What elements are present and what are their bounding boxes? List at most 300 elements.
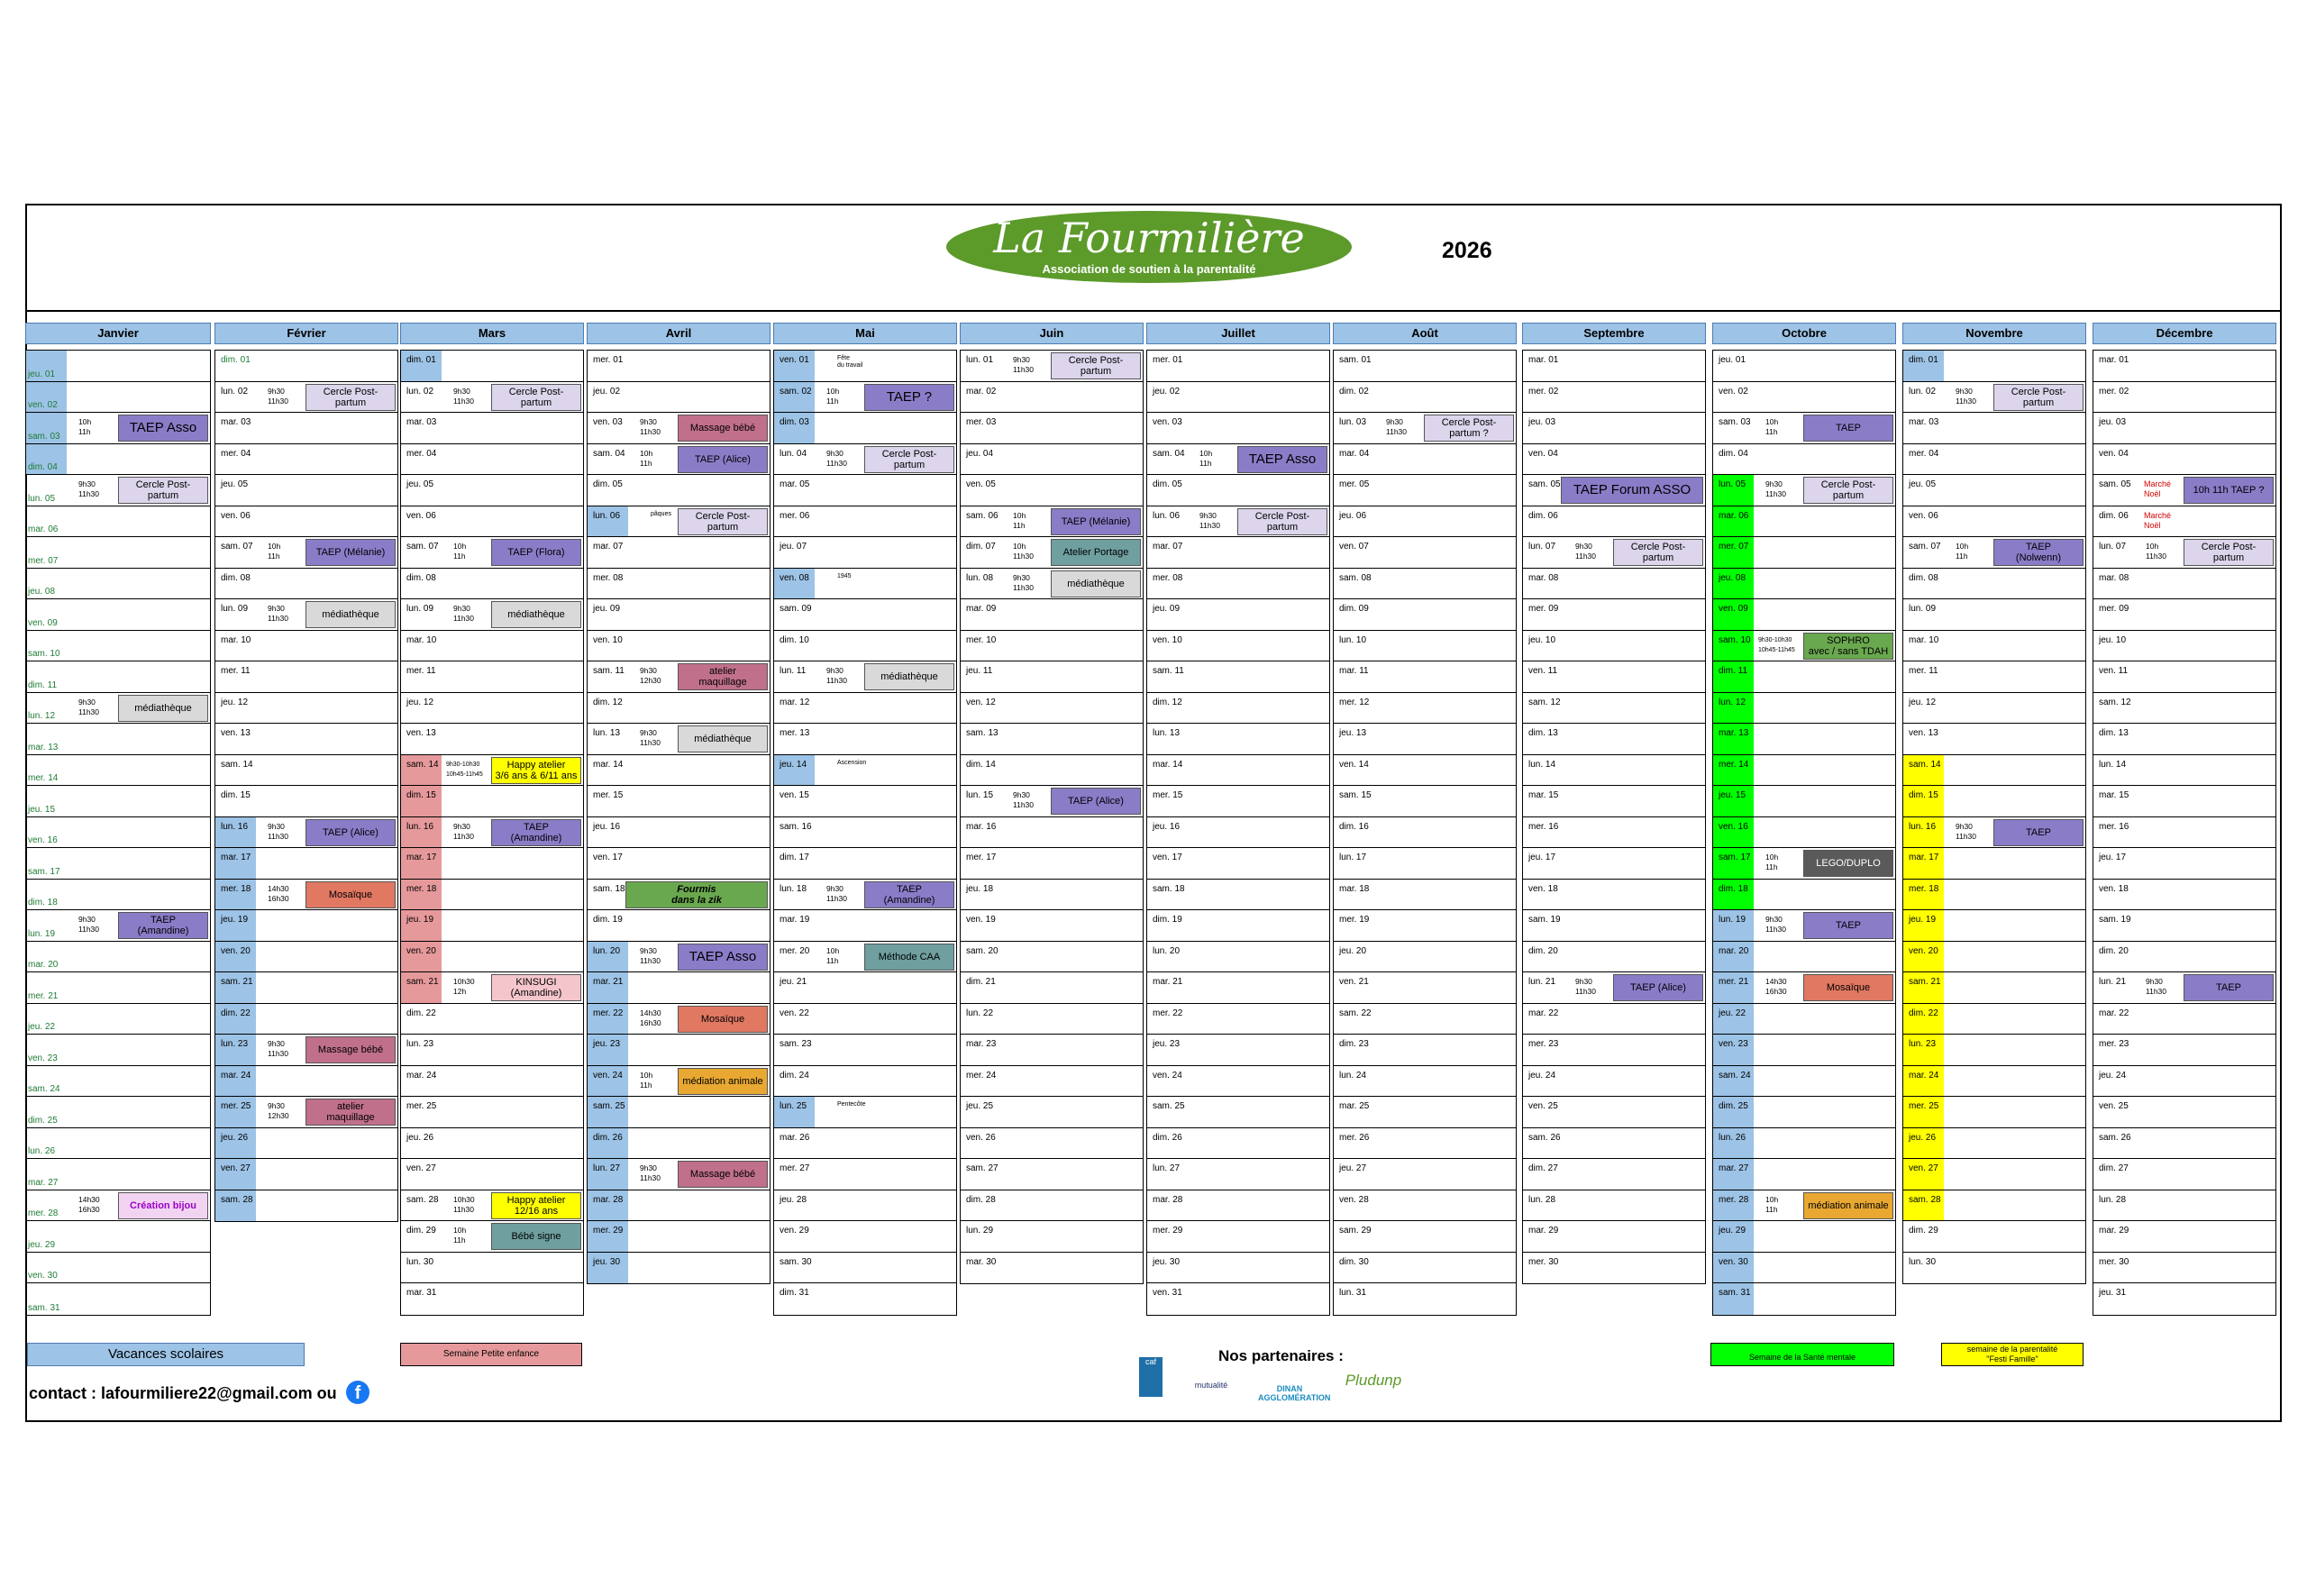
month-2 (400, 323, 584, 1316)
day-label: ven. 10 (593, 634, 623, 645)
day-row (215, 351, 397, 382)
day-row (588, 1128, 770, 1160)
month-header: Août (1333, 323, 1517, 344)
day-label: dim. 26 (593, 1132, 623, 1143)
day-row (1713, 475, 1895, 506)
event-block[interactable]: Cercle Post- partum (491, 384, 581, 411)
day-label: lun. 20 (593, 945, 621, 956)
day-label: jeu. 22 (1719, 1008, 1746, 1018)
day-label: jeu. 26 (221, 1132, 249, 1143)
event-block[interactable]: atelier maquillage (305, 1099, 396, 1126)
day-label: ven. 17 (1153, 853, 1182, 862)
day-row (26, 475, 210, 506)
day-label: mer. 29 (593, 1226, 624, 1236)
day-row (588, 599, 770, 631)
day-row (588, 755, 770, 787)
day-label: mer. 15 (1153, 790, 1183, 800)
day-row (1903, 506, 2085, 538)
event-time: 9h30 12h30 (640, 666, 661, 685)
day-row (774, 786, 956, 817)
day-label: dim. 28 (966, 1194, 996, 1205)
day-label: sam. 07 (406, 542, 439, 552)
day-label: sam. 10 (28, 649, 60, 659)
event-block[interactable]: Cercle Post- partum (864, 446, 954, 473)
event-time: 9h30 11h30 (640, 417, 661, 436)
event-time: 14h30 16h30 (78, 1194, 100, 1214)
month-days (214, 350, 398, 1222)
event-block[interactable]: TAEP (2184, 974, 2274, 1001)
day-label: ven. 03 (1153, 417, 1182, 427)
day-label: dim. 25 (1719, 1101, 1748, 1111)
day-label: sam. 19 (2099, 915, 2131, 925)
day-label: mer. 02 (2099, 386, 2129, 397)
day-row (401, 817, 583, 849)
month-11 (2093, 323, 2276, 1316)
event-block[interactable]: médiathèque (118, 695, 208, 722)
event-block[interactable]: atelier maquillage (678, 663, 768, 690)
day-row (401, 1128, 583, 1160)
day-label: lun. 30 (1909, 1256, 1937, 1267)
event-block[interactable]: TAEP Asso (118, 415, 208, 442)
month-days (400, 350, 584, 1316)
event-block[interactable]: Cercle Post- partum (305, 384, 396, 411)
day-label: sam. 10 (1719, 634, 1751, 645)
day-row (401, 1004, 583, 1035)
day-label: dim. 01 (1909, 355, 1938, 365)
day-row (2093, 724, 2275, 755)
day-label: dim. 30 (1339, 1256, 1369, 1267)
day-row (401, 1097, 583, 1128)
event-block[interactable]: Mosaïque (305, 881, 396, 908)
event-block[interactable]: Cercle Post- partum (1237, 508, 1327, 535)
day-label: mar. 12 (780, 697, 810, 707)
month-1 (214, 323, 398, 1222)
day-label: dim. 20 (1528, 945, 1558, 956)
day-row (26, 1190, 210, 1222)
day-row (2093, 1035, 2275, 1066)
day-label: jeu. 26 (1909, 1132, 1937, 1143)
event-block[interactable]: KINSUGI (Amandine) (491, 974, 581, 1001)
day-row (401, 661, 583, 693)
event-block[interactable]: TAEP Asso (678, 944, 768, 971)
day-label: lun. 25 (780, 1101, 807, 1111)
day-label: ven. 20 (406, 945, 436, 956)
day-label: jeu. 20 (1339, 945, 1367, 956)
day-row (215, 661, 397, 693)
day-row (1713, 1159, 1895, 1190)
day-label: dim. 22 (1909, 1008, 1938, 1018)
day-row (215, 817, 397, 849)
day-row (1523, 755, 1705, 787)
day-row (961, 1066, 1143, 1098)
event-block[interactable]: Cercle Post- partum (1051, 352, 1141, 379)
day-label: lun. 18 (780, 883, 807, 894)
day-row (26, 942, 210, 973)
day-row (588, 1159, 770, 1190)
day-row (774, 382, 956, 414)
event-block[interactable]: Méthode CAA (864, 944, 954, 971)
day-label: jeu. 10 (1528, 634, 1556, 645)
day-label: dim. 03 (780, 417, 809, 427)
day-row (774, 444, 956, 476)
day-row (401, 569, 583, 600)
event-time: 9h30 11h30 (1956, 821, 1977, 841)
day-row (1903, 599, 2085, 631)
day-row (1147, 972, 1329, 1004)
day-row (961, 1035, 1143, 1066)
event-block[interactable]: Cercle Post- partum (2184, 539, 2274, 566)
day-label: sam. 09 (780, 604, 812, 614)
day-row (26, 1004, 210, 1035)
day-label: dim. 09 (1339, 604, 1369, 614)
day-label: dim. 19 (593, 915, 623, 925)
day-row (1903, 1004, 2085, 1035)
month-days (1522, 350, 1706, 1284)
logo-subtitle: Association de soutien à la parentalité (1042, 262, 1256, 276)
day-row (1713, 910, 1895, 942)
day-label: mar. 13 (28, 742, 59, 752)
day-row (1147, 786, 1329, 817)
day-row (961, 506, 1143, 538)
event-block[interactable]: Cercle Post- partum (678, 508, 768, 535)
day-row (215, 1128, 397, 1160)
event-block[interactable]: médiation animale (1803, 1192, 1893, 1219)
day-label: dim. 15 (1909, 790, 1938, 800)
event-block[interactable]: TAEP (Alice) (1051, 788, 1141, 815)
day-row (1713, 1253, 1895, 1284)
event-block[interactable]: Cercle Post- partum (1993, 384, 2084, 411)
day-label: sam. 31 (1719, 1288, 1751, 1298)
event-block[interactable]: TAEP (1803, 415, 1893, 442)
event-block[interactable]: médiathèque (1051, 570, 1141, 597)
day-label: ven. 13 (406, 728, 436, 738)
day-row (401, 413, 583, 444)
day-label: lun. 05 (1719, 479, 1746, 489)
day-row (401, 880, 583, 911)
event-time: 9h30 11h30 (826, 666, 848, 685)
day-label: dim. 21 (966, 977, 996, 987)
event-block[interactable]: Cercle Post- partum (118, 477, 208, 504)
event-time: 10h 11h (78, 417, 92, 436)
event-block[interactable]: médiathèque (305, 601, 396, 628)
day-row (1713, 724, 1895, 755)
day-label: ven. 06 (406, 510, 436, 521)
day-row (215, 1159, 397, 1190)
day-row (26, 693, 210, 725)
day-row (588, 1190, 770, 1222)
day-label: mer. 12 (1339, 697, 1370, 707)
day-label: jeu. 12 (1909, 697, 1937, 707)
day-label: dim. 25 (28, 1115, 58, 1126)
day-row (1713, 351, 1895, 382)
event-block[interactable]: TAEP Forum ASSO (1561, 477, 1703, 504)
day-row (401, 631, 583, 662)
day-row (215, 972, 397, 1004)
day-label: lun. 23 (1909, 1039, 1937, 1049)
day-row (774, 942, 956, 973)
day-label: lun. 24 (1339, 1070, 1367, 1081)
day-label: ven. 26 (966, 1132, 996, 1143)
day-row (961, 972, 1143, 1004)
day-label: dim. 12 (1153, 697, 1182, 707)
event-block[interactable]: TAEP (Mélanie) (305, 539, 396, 566)
day-label: ven. 16 (1719, 821, 1748, 832)
day-row (26, 631, 210, 662)
event-block[interactable]: TAEP (1993, 819, 2084, 846)
day-row (26, 817, 210, 849)
day-row (401, 910, 583, 942)
day-row (1334, 972, 1516, 1004)
event-block[interactable]: Cercle Post- partum ? (1424, 415, 1514, 442)
day-label: jeu. 18 (966, 883, 994, 894)
event-block[interactable]: Cercle Post- partum (1613, 539, 1703, 566)
day-label: dim. 22 (406, 1008, 436, 1018)
day-row (961, 1253, 1143, 1284)
event-time: 9h30 11h30 (1013, 572, 1035, 592)
month-days (1333, 350, 1517, 1316)
day-row (1523, 724, 1705, 755)
event-block[interactable]: Happy atelier 12/16 ans (491, 1192, 581, 1219)
day-label: ven. 03 (593, 417, 623, 427)
day-row (774, 817, 956, 849)
day-label: ven. 22 (780, 1008, 809, 1018)
event-time: 9h30 11h30 (1013, 355, 1035, 374)
day-row (1334, 1283, 1516, 1315)
day-row (215, 1035, 397, 1066)
day-label: lun. 07 (2099, 542, 2127, 552)
day-label: mer. 11 (406, 666, 436, 676)
day-label: lun. 11 (780, 666, 807, 676)
event-time: 10h 11h30 (1013, 542, 1035, 561)
day-row (1523, 475, 1705, 506)
day-label: dim. 01 (406, 355, 436, 365)
day-label: mer. 07 (28, 555, 59, 566)
day-row (588, 569, 770, 600)
event-time: 14h30 16h30 (1765, 977, 1787, 996)
day-label: mar. 21 (593, 977, 624, 987)
day-row (1147, 1035, 1329, 1066)
day-row (774, 1035, 956, 1066)
day-label: lun. 26 (28, 1146, 56, 1156)
day-row (1147, 724, 1329, 755)
day-label: mer. 22 (593, 1008, 624, 1018)
event-block[interactable]: TAEP (Mélanie) (1051, 508, 1141, 535)
day-label: ven. 09 (28, 617, 58, 628)
day-label: sam. 26 (2099, 1132, 2131, 1143)
day-label: sam. 07 (221, 542, 253, 552)
day-label: sam. 23 (780, 1039, 812, 1049)
day-row (2093, 1253, 2275, 1284)
day-label: lun. 09 (221, 604, 249, 614)
day-label: lun. 16 (1909, 821, 1937, 832)
day-label: lun. 04 (780, 448, 807, 459)
event-block[interactable]: TAEP ? (864, 384, 954, 411)
day-label: sam. 25 (1153, 1101, 1185, 1111)
day-label: ven. 06 (221, 510, 251, 521)
event-block[interactable]: médiathèque (491, 601, 581, 628)
day-row (1523, 910, 1705, 942)
day-label: sam. 04 (593, 448, 625, 459)
day-row (1713, 661, 1895, 693)
day-label: mar. 27 (28, 1177, 59, 1188)
day-label: mer. 08 (1153, 572, 1183, 583)
day-label: dim. 06 (1528, 510, 1558, 521)
day-row (2093, 755, 2275, 787)
day-label: mer. 21 (28, 990, 59, 1001)
event-block[interactable]: TAEP (Alice) (1613, 974, 1703, 1001)
day-label: sam. 17 (28, 866, 60, 877)
month-6 (1146, 323, 1330, 1316)
day-label: ven. 27 (221, 1163, 251, 1173)
event-block[interactable]: Atelier Portage (1051, 539, 1141, 566)
month-4 (773, 323, 957, 1316)
event-block[interactable]: médiathèque (678, 725, 768, 752)
day-label: mar. 22 (2099, 1008, 2129, 1018)
day-row (2093, 848, 2275, 880)
event-time: 9h30 11h30 (268, 386, 289, 406)
day-row (588, 724, 770, 755)
month-days (587, 350, 771, 1284)
event-block[interactable]: médiation animale (678, 1068, 768, 1095)
event-block[interactable]: Mosaïque (1803, 974, 1893, 1001)
day-label: sam. 21 (221, 977, 253, 987)
day-row (1523, 382, 1705, 414)
logo-title: La Fourmilière (993, 214, 1305, 262)
day-row (961, 631, 1143, 662)
event-block[interactable]: Massage bébé (678, 415, 768, 442)
event-block[interactable]: 10h 11h TAEP ? (2184, 477, 2274, 504)
day-label: dim. 12 (593, 697, 623, 707)
event-block[interactable]: médiathèque (864, 663, 954, 690)
event-block[interactable]: TAEP (Amandine) (118, 912, 208, 939)
day-row (26, 1221, 210, 1253)
day-label: ven. 05 (966, 479, 996, 489)
month-header: Janvier (25, 323, 211, 344)
day-row (774, 1159, 956, 1190)
event-time: 9h30 11h30 (826, 448, 848, 468)
event-block[interactable]: TAEP Asso (1237, 446, 1327, 473)
day-label: mer. 24 (966, 1070, 997, 1081)
day-label: mar. 24 (406, 1070, 437, 1081)
day-label: mer. 05 (1339, 479, 1370, 489)
day-row (2093, 910, 2275, 942)
day-label: jeu. 09 (1153, 604, 1181, 614)
day-row (26, 910, 210, 942)
day-label: sam. 14 (1909, 759, 1941, 770)
day-label: mer. 20 (780, 945, 810, 956)
day-row (774, 1004, 956, 1035)
day-label: jeu. 26 (406, 1132, 434, 1143)
month-days (1712, 350, 1896, 1316)
day-label: jeu. 03 (2099, 417, 2127, 427)
day-label: ven. 11 (1528, 666, 1558, 676)
day-label: ven. 29 (780, 1226, 809, 1236)
day-row (1334, 661, 1516, 693)
day-label: mer. 04 (1909, 448, 1939, 459)
day-label: ven. 16 (28, 835, 58, 845)
day-label: lun. 05 (28, 493, 56, 504)
event-block[interactable]: Fourmis dans la zik (625, 881, 768, 908)
day-label: lun. 06 (1153, 510, 1181, 521)
day-label: jeu. 29 (1719, 1226, 1746, 1236)
event-block[interactable]: SOPHRO avec / sans TDAH (1803, 633, 1893, 660)
day-label: ven. 21 (1339, 977, 1369, 987)
day-label: ven. 27 (406, 1163, 436, 1173)
day-row (1713, 848, 1895, 880)
day-label: sam. 30 (780, 1256, 812, 1267)
facebook-icon[interactable]: f (346, 1381, 369, 1404)
month-header: Avril (587, 323, 771, 344)
day-label: jeu. 12 (406, 697, 434, 707)
day-label: ven. 17 (593, 853, 623, 862)
day-label: dim. 23 (1339, 1039, 1369, 1049)
day-label: jeu. 15 (1719, 790, 1746, 800)
event-block[interactable]: Bébé signe (491, 1223, 581, 1250)
event-time: 9h30 11h30 (453, 604, 475, 623)
day-label: sam. 14 (221, 759, 253, 770)
day-label: mar. 10 (221, 634, 251, 645)
event-block[interactable]: TAEP (Nolwenn) (1993, 539, 2084, 566)
event-block[interactable]: Happy atelier 3/6 ans & 6/11 ans (491, 757, 581, 784)
day-row (1334, 1066, 1516, 1098)
event-block[interactable]: Création bijou (118, 1192, 208, 1219)
day-label: dim. 18 (1719, 883, 1748, 894)
day-label: lun. 16 (406, 821, 434, 832)
event-block[interactable]: TAEP (Alice) (305, 819, 396, 846)
day-label: lun. 21 (2099, 977, 2127, 987)
day-label: lun. 23 (221, 1039, 249, 1049)
day-label: lun. 12 (28, 711, 56, 721)
day-label: sam. 28 (221, 1194, 253, 1205)
day-label: sam. 16 (780, 821, 812, 832)
day-row (1903, 351, 2085, 382)
day-row (1713, 1004, 1895, 1035)
day-row (26, 444, 210, 476)
day-row (774, 755, 956, 787)
event-block[interactable]: Massage bébé (678, 1161, 768, 1188)
day-row (1147, 848, 1329, 880)
day-label: mar. 01 (2099, 355, 2129, 365)
event-block[interactable]: TAEP (Amandine) (864, 881, 954, 908)
day-label: dim. 24 (780, 1070, 809, 1081)
day-row (1903, 631, 2085, 662)
event-block[interactable]: TAEP (Flora) (491, 539, 581, 566)
day-label: mer. 03 (966, 417, 997, 427)
event-block[interactable]: TAEP (Amandine) (491, 819, 581, 846)
event-block[interactable]: Cercle Post- partum (1803, 477, 1893, 504)
day-row (1523, 942, 1705, 973)
event-block[interactable]: TAEP (1803, 912, 1893, 939)
day-row (2093, 693, 2275, 725)
month-header: Février (214, 323, 398, 344)
legend-vacances: Vacances scolaires (27, 1343, 305, 1366)
day-label: mar. 17 (406, 853, 437, 862)
day-label: lun. 27 (593, 1163, 621, 1173)
day-row (1334, 880, 1516, 911)
day-row (1334, 755, 1516, 787)
month-header: Mars (400, 323, 584, 344)
event-block[interactable]: Mosaïque (678, 1006, 768, 1033)
event-block[interactable]: Massage bébé (305, 1036, 396, 1063)
event-time: 10h 11h (1199, 448, 1213, 468)
day-label: ven. 04 (1528, 448, 1558, 459)
day-row (1713, 1066, 1895, 1098)
day-label: sam. 04 (1153, 448, 1185, 459)
event-block[interactable]: TAEP (Alice) (678, 446, 768, 473)
day-row (961, 755, 1143, 787)
event-block[interactable]: LEGO/DUPLO (1803, 850, 1893, 877)
event-time: 10h 11h (640, 448, 653, 468)
